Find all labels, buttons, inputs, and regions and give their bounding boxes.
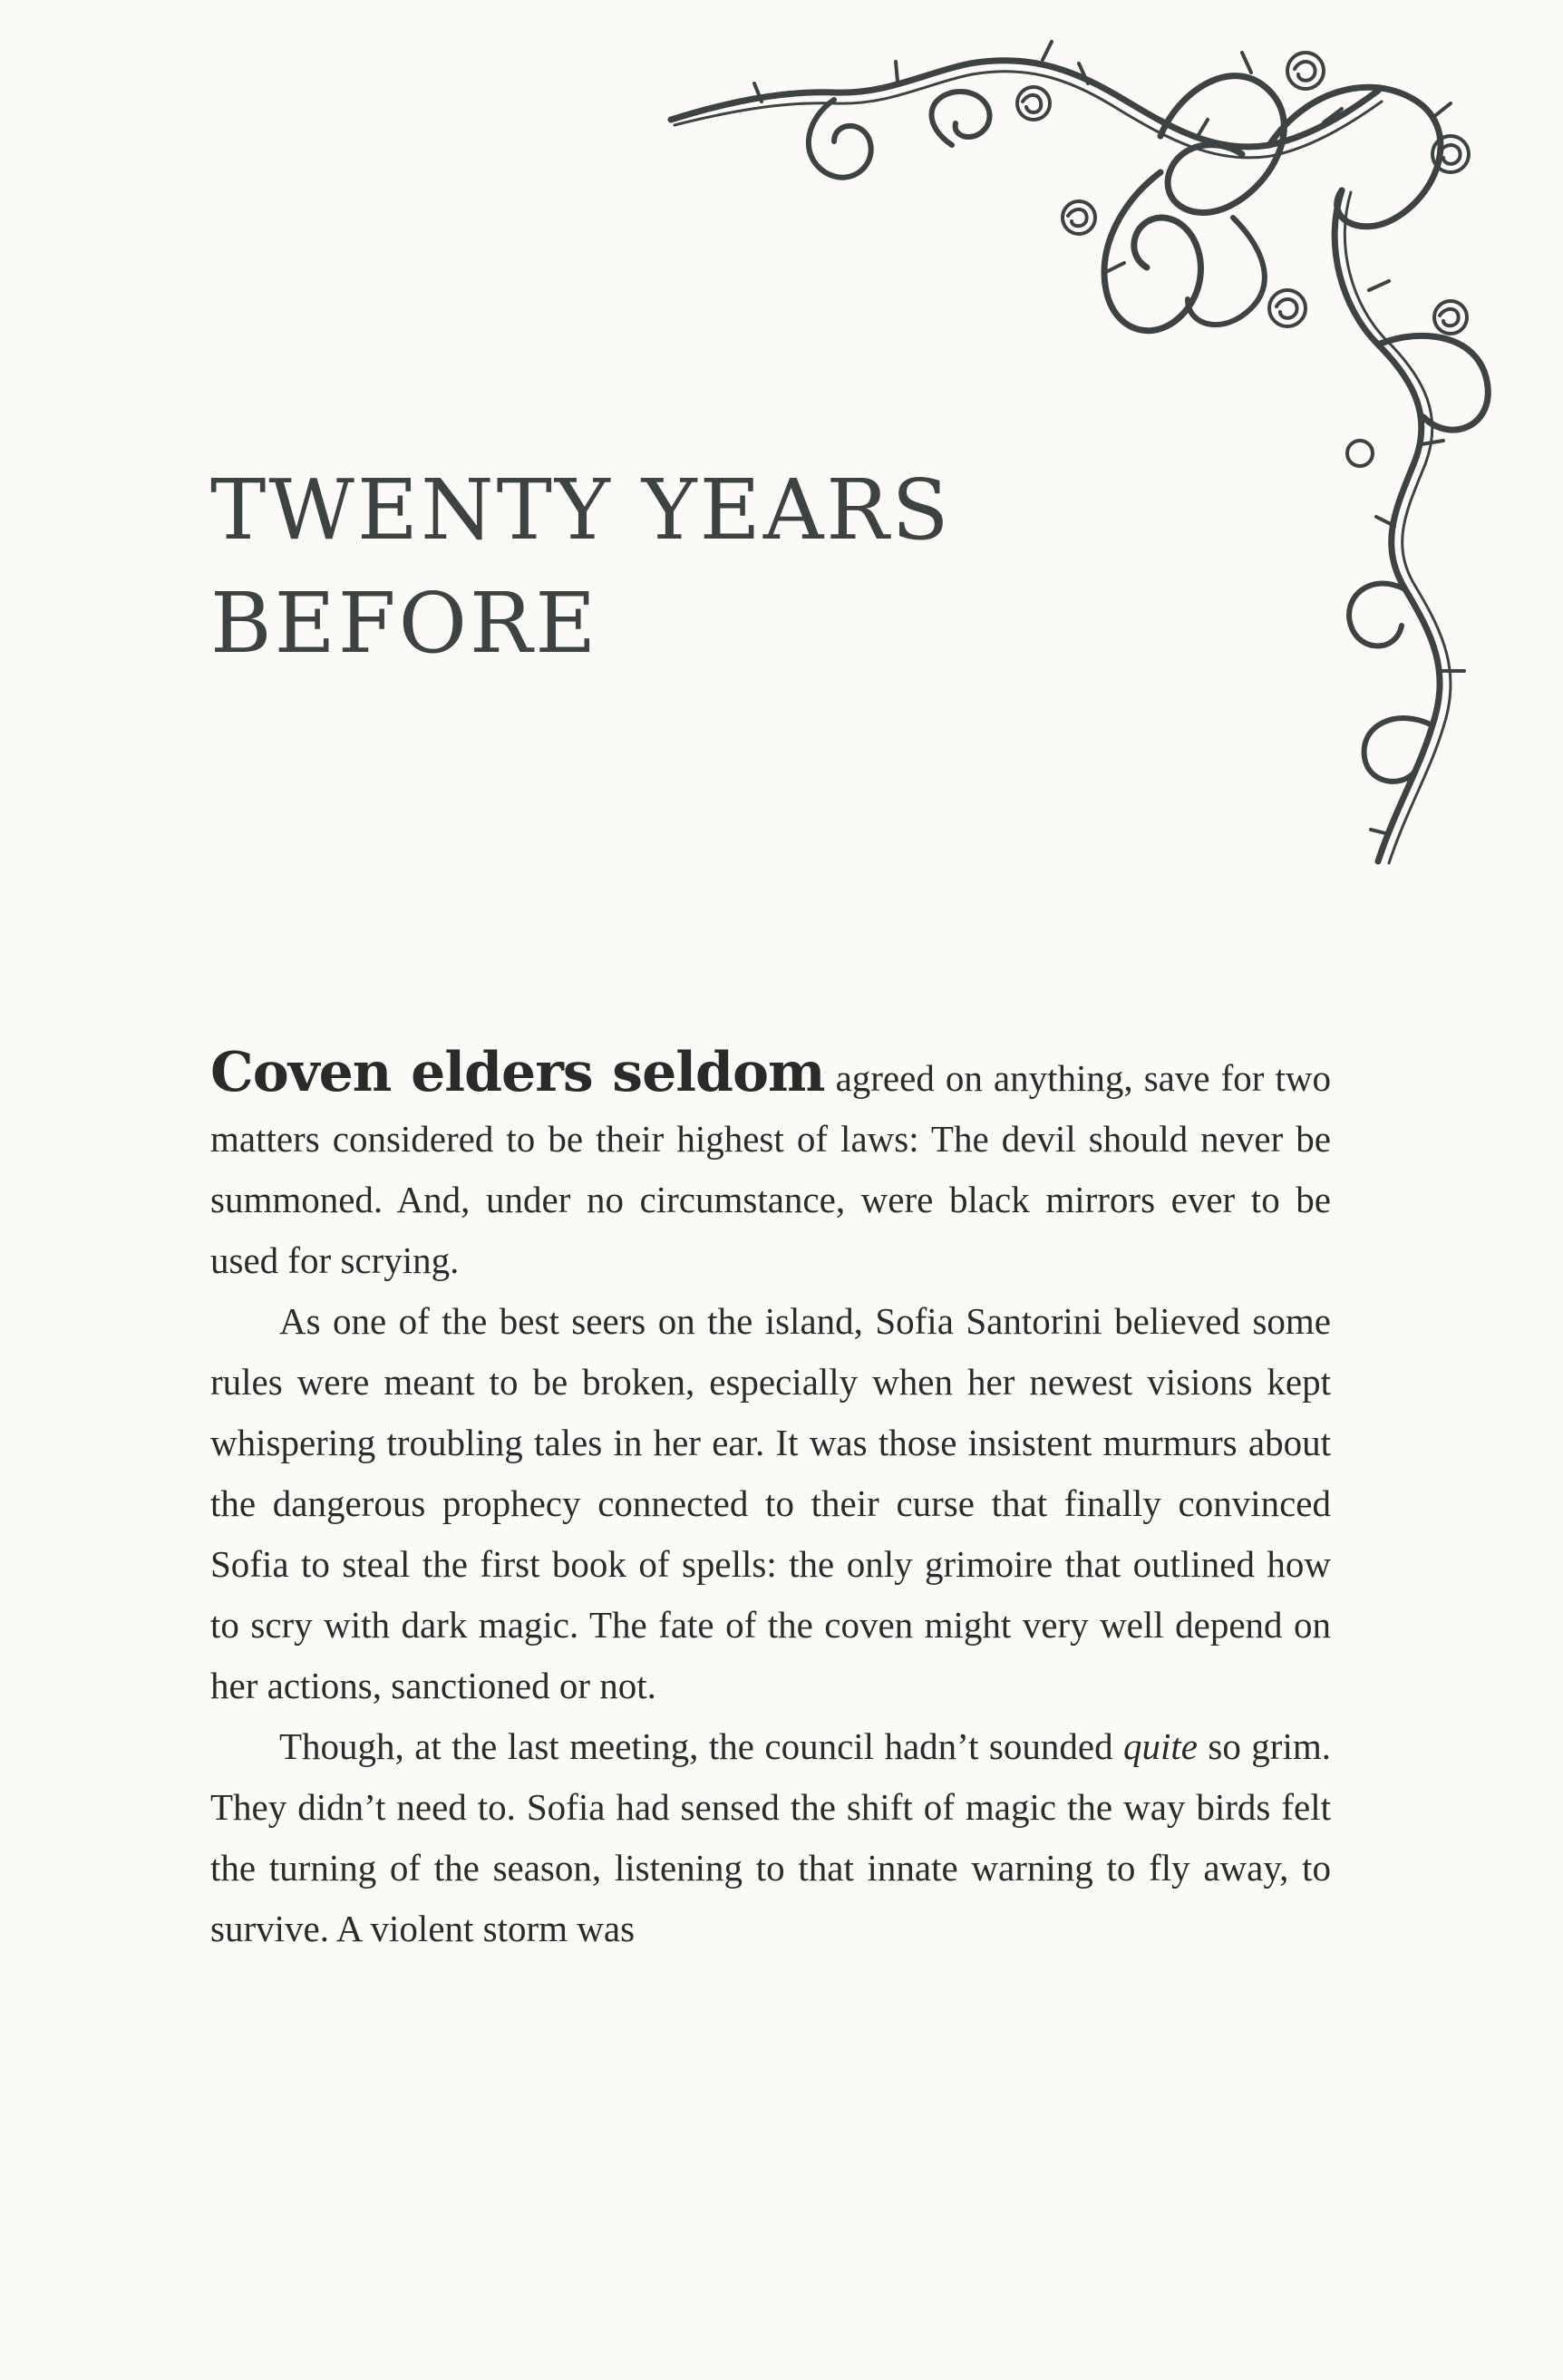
- chapter-title-line-2: BEFORE: [210, 575, 599, 672]
- paragraph-3-text-before: Though, at the last meeting, the council hadn’t sounded: [279, 1725, 1123, 1767]
- paragraph-1: [210, 1043, 1331, 1291]
- paragraph-3: [210, 1716, 1331, 1959]
- chapter-title: [210, 453, 1026, 680]
- paragraph-2: As one of the best seers on the island, Sofia Santorini believed some rules were meant to be broken, especially when her newest visions kept whispering troubling tales in her ear. It was those insistent murmurs about the dangerous prophecy connected to their curse that finally convinced Sofia to steal the first book of spells: the only grimoire that outlined how to scry with dark magic. The fate of the coven might very well depend on her actions, sanctioned or not.: [210, 1300, 1331, 1706]
- chapter-body: [210, 1043, 1331, 1959]
- paragraph-1-text: agreed on anything, save for two matters considered to be their highest of laws: The devil should never be summoned. And, under no circumstance, were black mirrors ever to be used for scrying.: [210, 1057, 1331, 1281]
- paragraph-3-text-after: so grim. They didn’t need to. Sofia had sensed the shift of magic the way birds felt the turning of the season, listening to that innate warning to fly away, to survive. A violent storm was: [210, 1725, 1331, 1949]
- paragraph-3-emphasis: quite: [1123, 1725, 1198, 1767]
- chapter-title-line-1: TWENTY YEARS: [210, 461, 952, 559]
- paragraph-lead-in: Coven elders seldom: [210, 1041, 825, 1104]
